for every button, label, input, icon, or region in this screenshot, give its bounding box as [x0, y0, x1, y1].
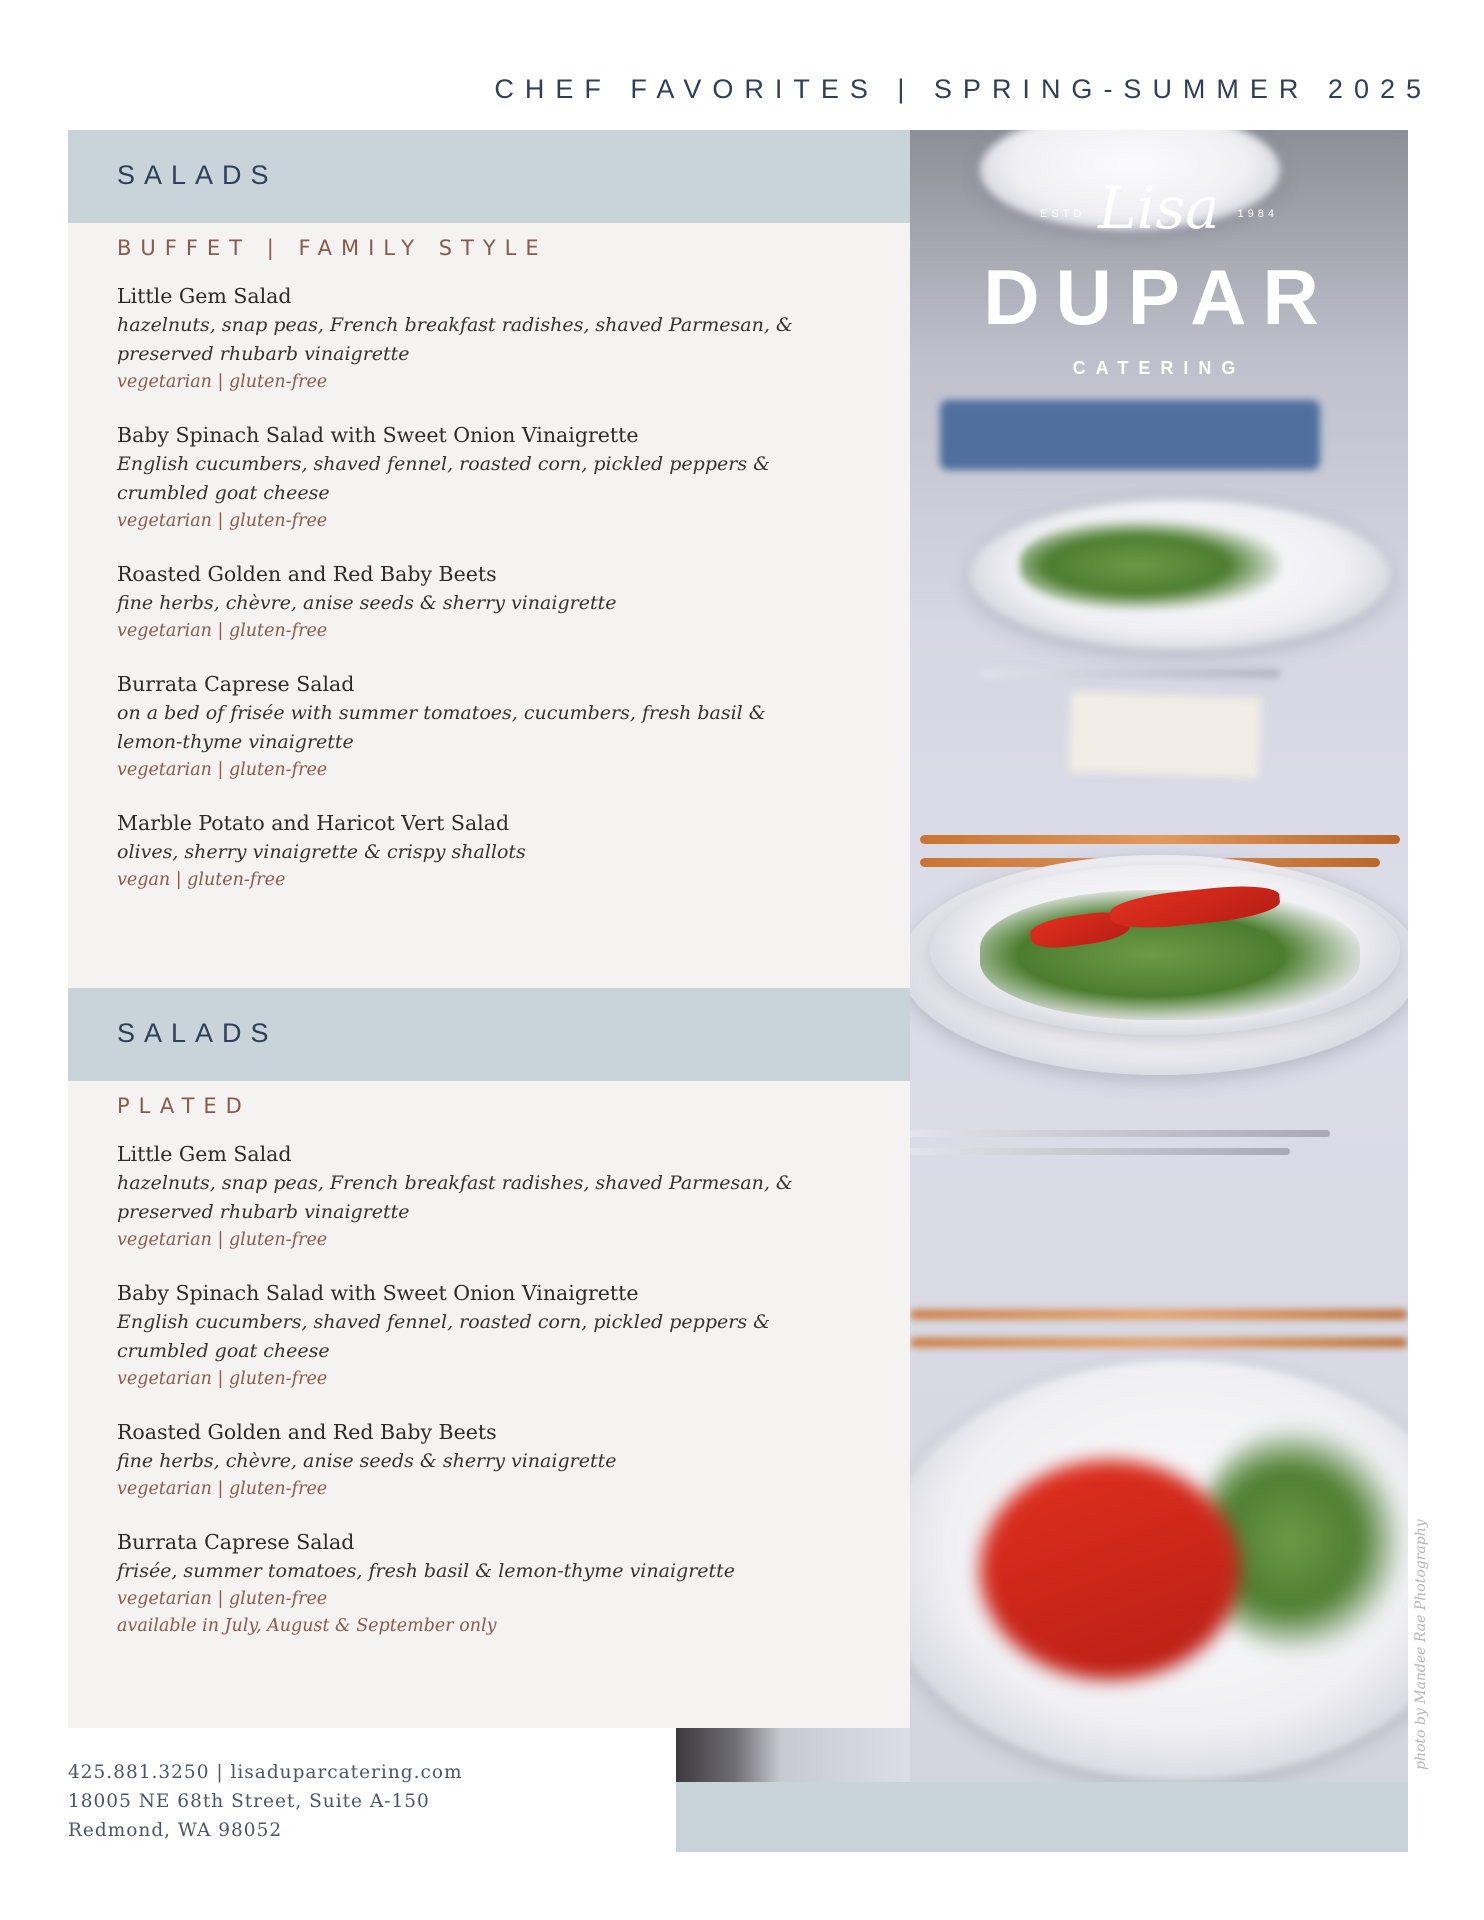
- menu-item: [117, 1140, 910, 1254]
- contact-street: 18005 NE 68th Street, Suite A-150: [68, 1791, 430, 1812]
- item-tags: vegetarian | gluten-free: [117, 621, 328, 641]
- item-name: Roasted Golden and Red Baby Beets: [117, 1420, 497, 1444]
- item-tags: vegetarian | gluten-free: [117, 372, 328, 392]
- contact-info: [68, 1758, 463, 1845]
- logo-estd: ESTD: [1040, 208, 1086, 220]
- menu-item: [117, 1528, 910, 1640]
- menu-item: [117, 282, 910, 396]
- item-tags: vegetarian | gluten-free: [117, 511, 328, 531]
- photo-credit: photo by Mandee Rae Photography: [1413, 1519, 1429, 1770]
- item-description: fine herbs, chèvre, anise seeds & sherry vinaigrette: [117, 1450, 617, 1472]
- menu-section-buffet: [68, 130, 910, 988]
- item-tags: vegetarian | gluten-free: [117, 1369, 328, 1389]
- menu-item: [117, 670, 910, 784]
- item-description: English cucumbers, shaved fennel, roasted corn, pickled peppers & crumbled goat cheese: [117, 1311, 771, 1362]
- item-description: olives, sherry vinaigrette & crispy shallots: [117, 841, 526, 863]
- section-header: [68, 130, 910, 223]
- menu-item: [117, 1418, 910, 1503]
- item-tags: vegetarian | gluten-free: [117, 1589, 328, 1609]
- logo-script: Lisa: [1098, 174, 1220, 242]
- item-name: Little Gem Salad: [117, 1142, 292, 1166]
- contact-city: Redmond, WA 98052: [68, 1820, 283, 1841]
- item-availability-note: available in July, August & September only: [117, 1616, 497, 1636]
- item-description: hazelnuts, snap peas, French breakfast radishes, shaved Parmesan, & preserved rhubarb vinaigrette: [117, 314, 793, 365]
- logo-year: 1984: [1237, 208, 1278, 220]
- item-description: hazelnuts, snap peas, French breakfast radishes, shaved Parmesan, & preserved rhubarb vinaigrette: [117, 1172, 793, 1223]
- item-name: Baby Spinach Salad with Sweet Onion Vinaigrette: [117, 1281, 639, 1305]
- item-name: Baby Spinach Salad with Sweet Onion Vinaigrette: [117, 423, 639, 447]
- section-subtitle: BUFFET | FAMILY STYLE: [117, 236, 548, 260]
- menu-section-plated: [68, 988, 910, 1728]
- item-description: frisée, summer tomatoes, fresh basil & lemon-thyme vinaigrette: [117, 1560, 736, 1582]
- menu-item: [117, 1279, 910, 1393]
- item-tags: vegan | gluten-free: [117, 870, 286, 890]
- item-name: Little Gem Salad: [117, 284, 292, 308]
- page-title: CHEF FAVORITES | SPRING-SUMMER 2025: [494, 74, 1432, 104]
- item-tags: vegetarian | gluten-free: [117, 760, 328, 780]
- section-subtitle: PLATED: [117, 1094, 251, 1118]
- section-title: SALADS: [117, 160, 278, 190]
- logo-wordmark: DUPAR: [983, 253, 1335, 341]
- item-description: English cucumbers, shaved fennel, roasted corn, pickled peppers & crumbled goat cheese: [117, 453, 771, 504]
- contact-phone-web: 425.881.3250 | lisaduparcatering.com: [68, 1762, 463, 1783]
- logo-subtitle: CATERING: [1072, 358, 1246, 378]
- item-tags: vegetarian | gluten-free: [117, 1230, 328, 1250]
- section-title: SALADS: [117, 1018, 278, 1048]
- bottom-color-bar: [676, 1782, 1408, 1852]
- section-header: [68, 988, 910, 1081]
- item-name: Burrata Caprese Salad: [117, 1530, 355, 1554]
- menu-item: [117, 421, 910, 535]
- item-name: Burrata Caprese Salad: [117, 672, 355, 696]
- item-name: Roasted Golden and Red Baby Beets: [117, 562, 497, 586]
- item-tags: vegetarian | gluten-free: [117, 1479, 328, 1499]
- item-description: fine herbs, chèvre, anise seeds & sherry vinaigrette: [117, 592, 617, 614]
- menu-item: [117, 809, 910, 894]
- item-name: Marble Potato and Haricot Vert Salad: [117, 811, 510, 835]
- menu-item: [117, 560, 910, 645]
- item-description: on a bed of frisée with summer tomatoes, cucumbers, fresh basil & lemon-thyme vinaigrette: [117, 702, 766, 753]
